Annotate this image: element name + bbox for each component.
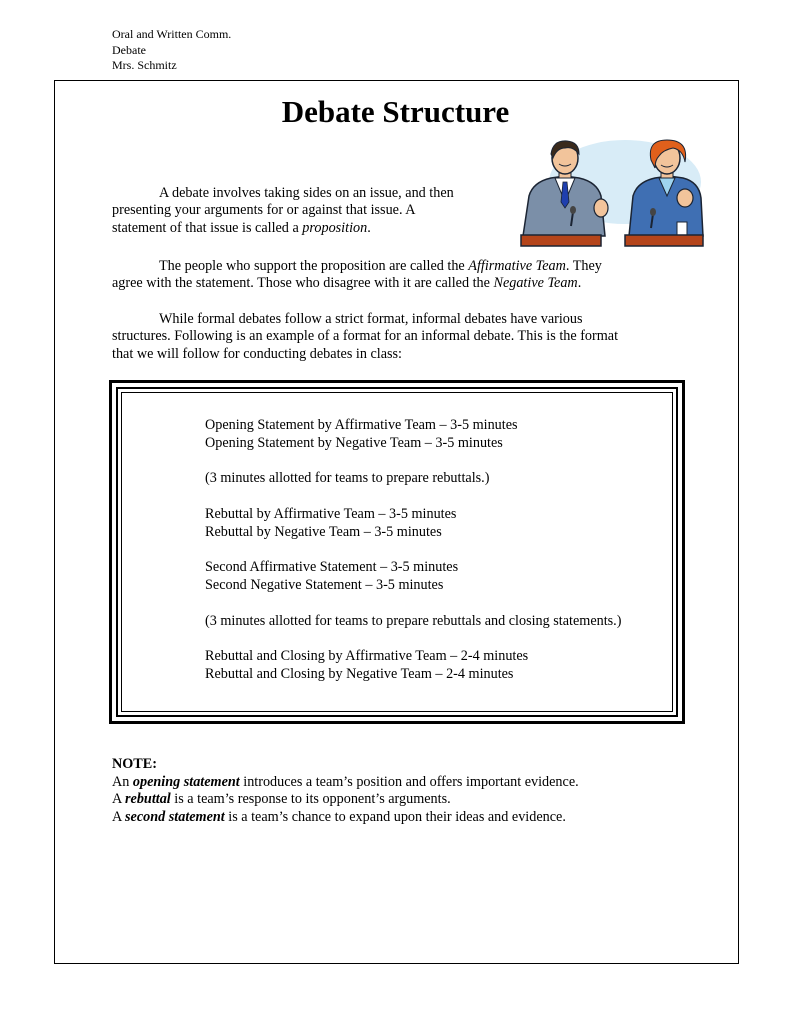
note-2-prefix: A <box>112 791 126 808</box>
p2-line-2-text: agree with the statement. Those who disagree with it are called the <box>112 275 494 292</box>
note-3-prefix: A <box>112 808 126 825</box>
schedule-item: Rebuttal by Affirmative Team – 3-5 minutes <box>205 505 457 522</box>
note-1-prefix: An <box>112 773 133 790</box>
p1-line-3 <box>112 220 454 237</box>
schedule-item: Opening Statement by Affirmative Team – 3-5 minutes <box>205 417 518 433</box>
p3-line-2: structures. Following is an example of a format for an informal debate. This is the format <box>112 328 619 345</box>
p1-line-3-text: statement of that issue is called a <box>112 219 303 236</box>
term-rebuttal: rebuttal <box>125 791 171 808</box>
p1-line-1: A debate involves taking sides on an issue, and then <box>159 185 454 201</box>
note-second-statement <box>112 809 579 827</box>
header-unit: Debate <box>112 42 146 57</box>
note-opening-statement <box>112 774 579 792</box>
schedule-item: Rebuttal and Closing by Affirmative Team – 2-4 minutes <box>205 648 529 665</box>
intro-paragraph-2 <box>112 258 602 293</box>
note-heading: NOTE: <box>112 756 157 772</box>
p2-line-2-end: . <box>577 275 582 292</box>
note-3-text: is a team’s chance to expand upon their ideas and evidence. <box>224 808 566 825</box>
schedule-item: Second Negative Statement – 3-5 minutes <box>205 577 444 594</box>
p3-line-3: that we will follow for conducting debates in class: <box>112 345 402 362</box>
podium-left-icon <box>521 235 601 246</box>
header-course: Oral and Written Comm. <box>112 27 232 41</box>
document-header <box>112 27 231 74</box>
p3-line-1: While formal debates follow a strict format, informal debates have various <box>159 311 583 327</box>
schedule-item: Opening Statement by Negative Team – 3-5 minutes <box>205 434 503 451</box>
p2-line-1-text: The people who support the proposition are called the <box>159 258 469 274</box>
p1-line-2: presenting your arguments for or against that issue. A <box>112 202 416 219</box>
page-title: Debate Structure <box>281 94 510 129</box>
podium-right-icon <box>625 235 703 246</box>
header-teacher: Mrs. Schmitz <box>112 58 177 72</box>
note-rebuttal <box>112 791 579 809</box>
schedule-item: Rebuttal by Negative Team – 3-5 minutes <box>205 523 442 540</box>
term-proposition: proposition <box>302 219 368 236</box>
note-1-text: introduces a team’s position and offers important evidence. <box>239 773 579 790</box>
intro-paragraph-3 <box>112 311 618 363</box>
p1-line-3-end: . <box>367 219 371 236</box>
debaters-clipart-icon <box>517 138 705 252</box>
schedule-note: (3 minutes allotted for teams to prepare rebuttals.) <box>205 470 490 487</box>
schedule-note: (3 minutes allotted for teams to prepare rebuttals and closing statements.) <box>205 612 622 629</box>
schedule-item: Rebuttal and Closing by Negative Team – 2-4 minutes <box>205 666 514 683</box>
p2-line-1-end: . They <box>565 258 602 274</box>
term-second-statement: second statement <box>125 808 225 825</box>
note-section <box>112 756 579 826</box>
term-negative-team: Negative Team <box>493 275 578 292</box>
schedule-item: Second Affirmative Statement – 3-5 minutes <box>205 559 459 576</box>
term-opening-statement: opening statement <box>132 773 240 790</box>
intro-paragraph-1 <box>112 185 454 237</box>
term-affirmative-team: Affirmative Team <box>468 258 566 274</box>
note-2-text: is a team’s response to its opponent’s arguments. <box>170 791 451 808</box>
p2-line-1 <box>112 258 602 275</box>
debate-schedule <box>205 417 621 684</box>
p2-line-2 <box>112 275 602 292</box>
